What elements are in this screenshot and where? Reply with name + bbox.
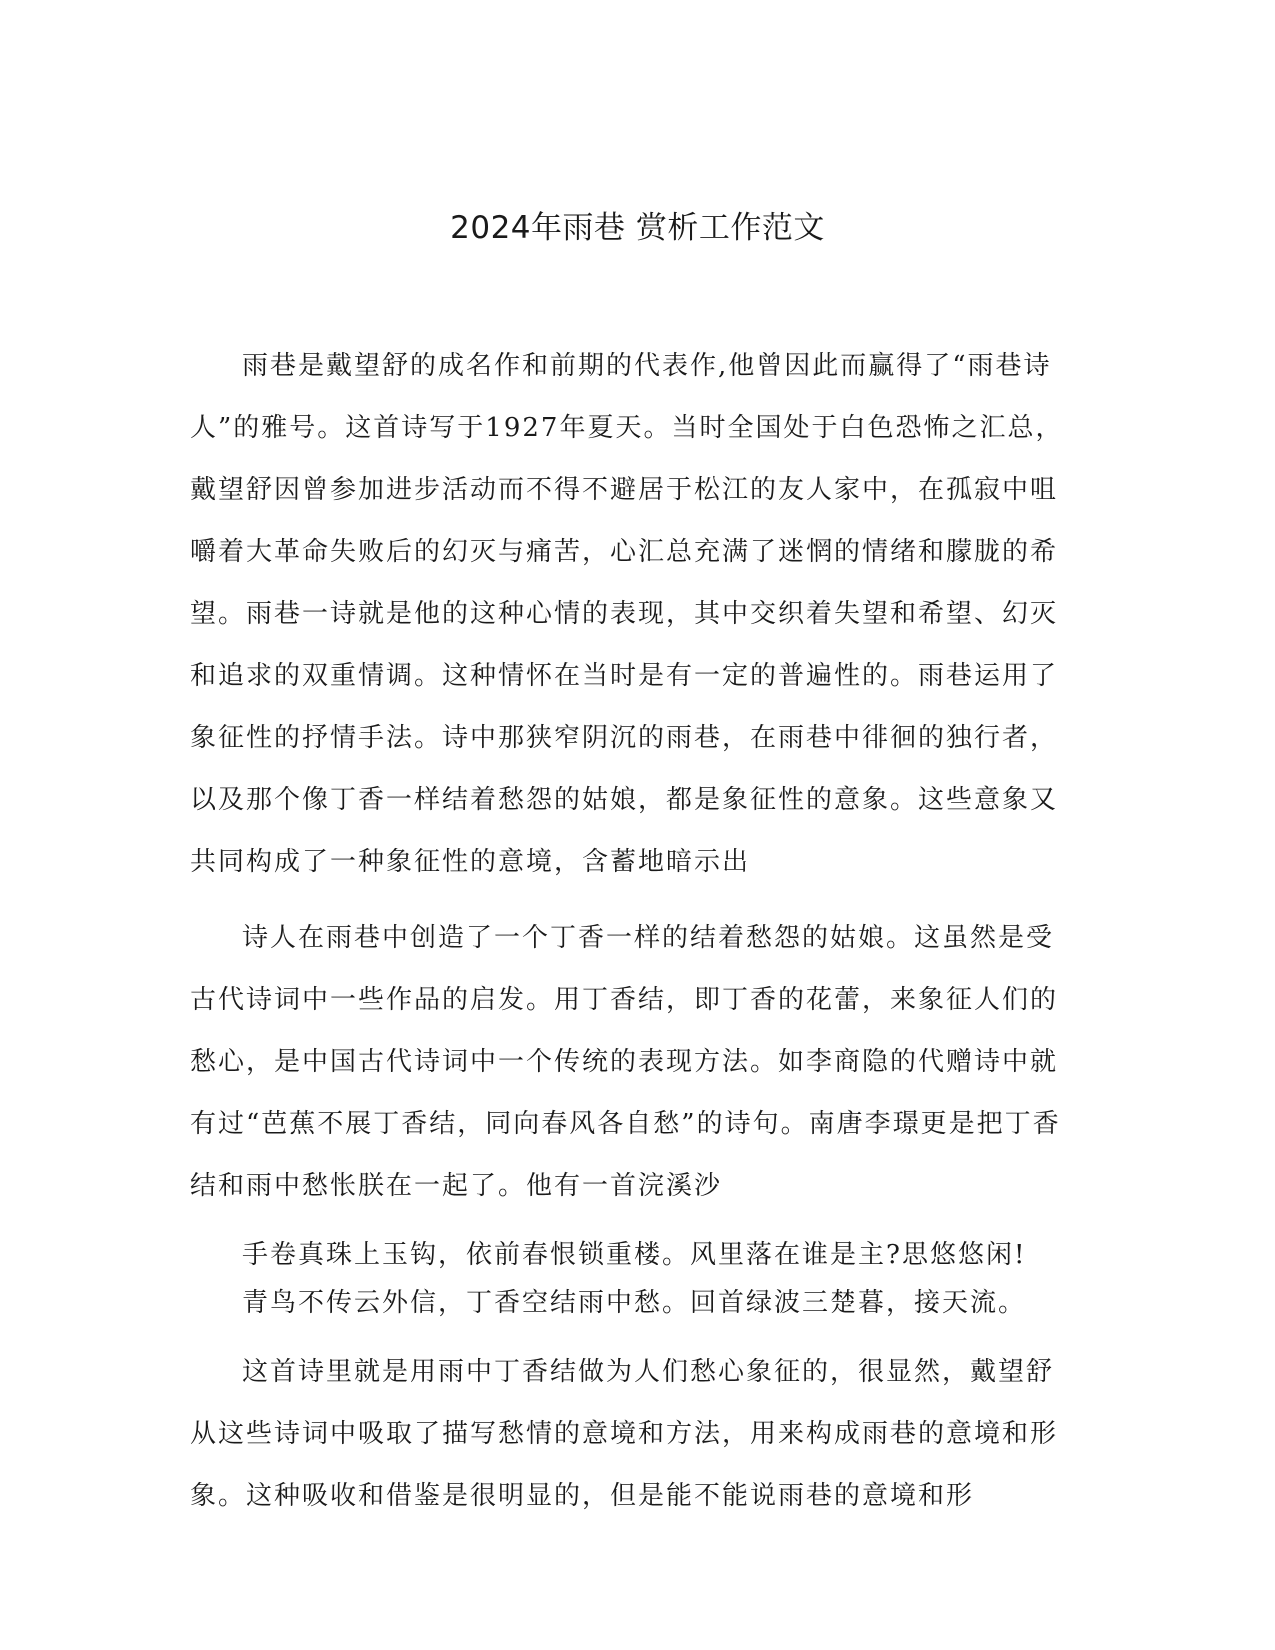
paragraph-lilac-girl: 诗人在雨巷中创造了一个丁香一样的结着愁怨的姑娘。这虽然是受古代诗词中一些作品的启发。用丁香结，即丁香的花蕾，来象征人们的愁心，是中国古代诗词中一个传统的表现方法。如李商隐的代赠诗中就有过“芭蕉不展丁香结，同向春风各自愁”的诗句。南唐李璟更是把丁香结和雨中愁怅朕在一起了。他有一首浣溪沙 [190,923,1061,1201]
document-body [190,335,1070,1527]
poem-line-2: 青鸟不传云外信，丁香空结雨中愁。回首绿波三楚暮，接天流。 [242,1288,1027,1318]
poem-line-1: 手卷真珠上玉钩，依前春恨锁重楼。风里落在谁是主?思悠悠闲! [242,1240,1027,1270]
document-title: 2024年雨巷 赏析工作范文 [450,210,825,246]
paragraph-intro: 雨巷是戴望舒的成名作和前期的代表作,他曾因此而赢得了“雨巷诗人”的雅号。这首诗写于1927年夏天。当时全国处于白色恐怖之汇总，戴望舒因曾参加进步活动而不得不避居于松江的友人家中，在孤寂中咀嚼着大革命失败后的幻灭与痛苦，心汇总充满了迷惘的情绪和朦胧的希望。雨巷一诗就是他的这种心情的表现，其中交织着失望和希望、幻灭和追求的双重情调。这种情怀在当时是有一定的普遍性的。雨巷运用了象征性的抒情手法。诗中那狭窄阴沉的雨巷，在雨巷中徘徊的独行者，以及那个像丁香一样结着愁怨的姑娘，都是象征性的意象。这些意象又共同构成了一种象征性的意境，含蓄地暗示出 [190,351,1064,877]
paragraph-analysis: 这首诗里就是用雨中丁香结做为人们愁心象征的，很显然，戴望舒从这些诗词中吸取了描写愁情的意境和方法，用来构成雨巷的意境和形象。这种吸收和借鉴是很明显的，但是能不能说雨巷的意境和形 [190,1357,1059,1511]
